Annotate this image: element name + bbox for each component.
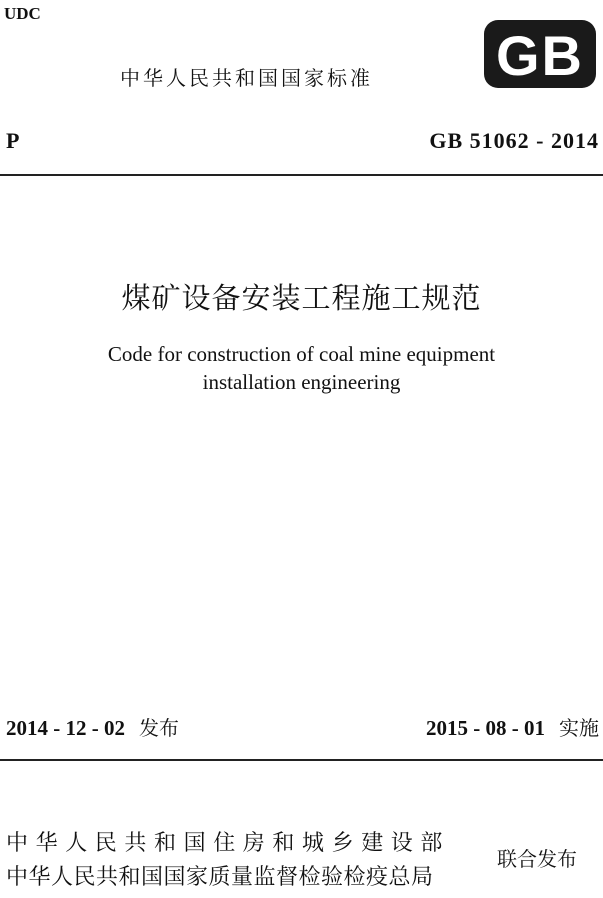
gb-logo-icon [482,18,598,90]
title-english-line1: Code for construction of coal mine equipment [107,342,496,366]
title-english [0,340,603,396]
gb-logo-text: GB [496,24,584,87]
publisher-1: 中华人民共和国住房和城乡建设部 [6,831,451,856]
standard-code: GB 51062 - 2014 [429,128,599,153]
implement-label: 实施 [559,716,599,740]
implement-date-block [426,712,599,741]
header-divider [0,174,603,176]
category-code: P [6,128,20,153]
joint-publish-label: 联合发布 [497,847,577,871]
standard-type: 中华人民共和国国家标准 [120,66,373,90]
footer-divider [0,759,603,761]
title-english-line2: installation engineering [202,370,401,394]
issue-date: 2014 - 12 - 02 [6,716,125,740]
issue-date-block [6,712,179,741]
udc-label: UDC [4,4,41,23]
implement-date: 2015 - 08 - 01 [426,716,545,740]
issue-label: 发布 [139,716,179,740]
publisher-2: 中华人民共和国国家质量监督检验检疫总局 [6,865,434,890]
title-chinese: 煤矿设备安装工程施工规范 [121,281,482,315]
